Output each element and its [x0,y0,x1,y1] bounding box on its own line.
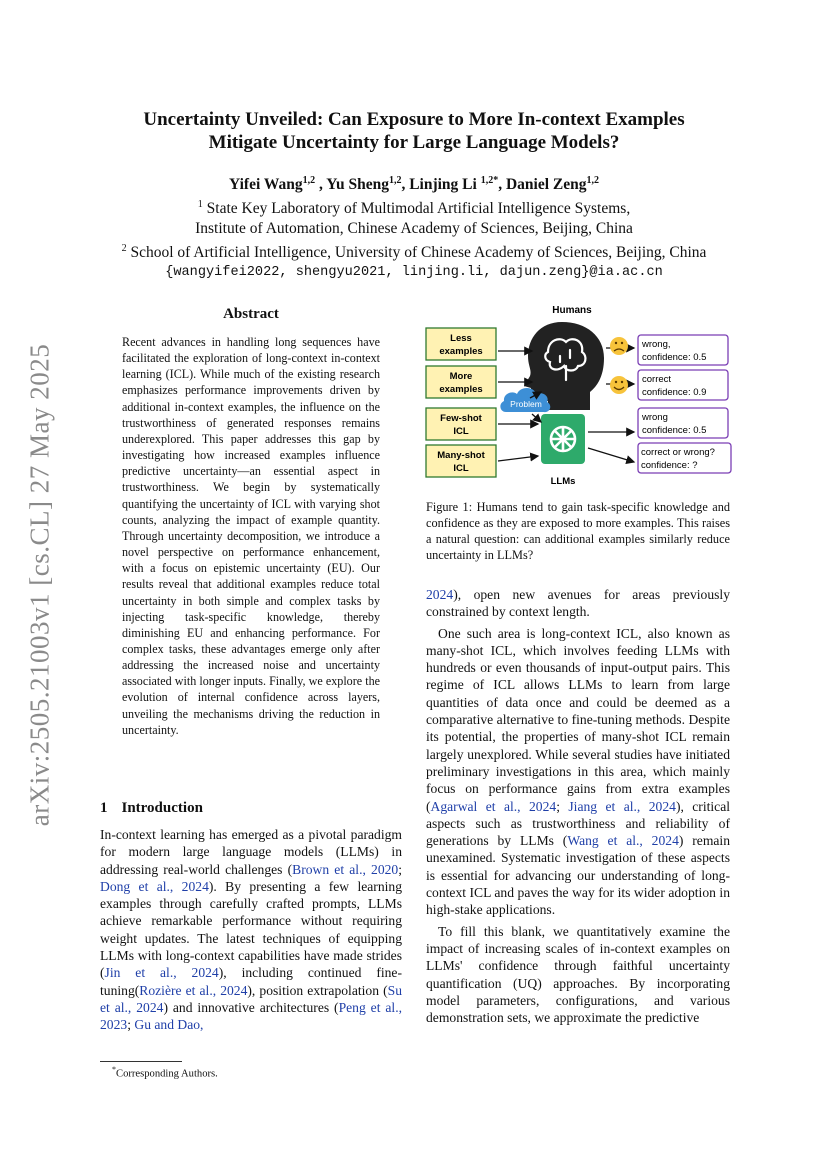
paragraph: To fill this blank, we quantitatively examine the impact of increasing scales of in-context examples on LLMs' confidence through faithful uncertainty quantification (UQ) approaches. By incorporating model parameters, configurations, and various demonstration sets, we approximate the predictive [426,923,730,1026]
output-box [638,443,731,473]
author-names [90,171,738,195]
intro-paragraph [100,826,402,1034]
citation-link[interactable]: 2024 [426,587,454,602]
intro-text-2: ). By presenting a few learning examples through carefully crafted prompts, LLMs achieve remarkable performance without requiring weight updates. The latest techniques of equipping LLMs with long-context capabilities have made strides ( [100,878,402,981]
input-box [426,328,496,360]
paper-title [90,108,738,154]
citation-link[interactable]: Jin et al., 2024 [104,965,219,981]
section-heading-introduction [100,800,203,817]
intro-text-4: ), position extrapolation ( [247,982,388,998]
citation-separator: ; [398,861,402,877]
input-label-line-1: Few-shot [440,413,482,424]
output-label-line-1: wrong, [642,339,671,350]
output-label-line-1: wrong [642,412,668,423]
sad-face-icon [610,337,628,355]
affil-2-line: School of Artificial Intelligence, University of Chinese Academy of Sciences, Beijing, China [126,244,707,262]
paragraph-text: ) remain unexamined. Systematic investigation of these aspects is essential for advancing our understanding of long-context ICL and paves the way for its wider adoption in high-stake applications. [426,833,730,918]
intro-text-3: ), including continued fine-tuning( [100,965,402,998]
input-label-line-1: Many-shot [437,450,485,461]
input-box [426,366,496,398]
paragraph [426,586,730,621]
author-3: , Linjing Li [401,176,481,194]
citation-link[interactable]: Su et al., 2024 [100,982,402,1015]
citation-separator: ; [556,798,569,814]
input-label-line-2: ICL [453,426,469,437]
footnote-rule [100,1061,182,1062]
input-label-line-1: Less [450,333,472,344]
title-line-1: Uncertainty Unveiled: Can Exposure to More In-context Examples [143,109,685,130]
affil-1-mark: 1 [197,199,203,211]
llm-icon [541,414,585,464]
input-box [426,408,496,440]
author-4-affil: 1,2 [586,175,599,186]
arxiv-id: arXiv:2505.21003v1 [cs.CL] 27 May 2025 [24,343,55,827]
author-block [90,171,738,283]
citation-link[interactable]: Jiang et al., 2024 [568,798,676,814]
input-box [426,445,496,477]
author-4: , Daniel Zeng [498,176,587,194]
output-box [638,408,728,438]
affiliation-1-cont: Institute of Automation, Chinese Academy of Sciences, Beijing, China [195,220,633,238]
citation-link[interactable]: Gu and Dao, [134,1017,204,1033]
footnote-mark: * [112,1065,116,1074]
section-title: Introduction [121,800,203,816]
output-label-line-2: confidence: 0.9 [642,387,707,398]
intro-text-1: In-context learning has emerged as a pivotal paradigm for modern large language models (LLMs) in addressing real-world challenges ( [100,827,402,877]
author-3-affil: 1,2* [480,175,499,186]
input-label-line-1: More [449,371,473,382]
citation-link[interactable]: Wang et al., 2024 [567,833,679,849]
abstract-heading: Abstract [223,306,279,322]
output-label-line-1: correct [642,374,672,385]
output-box [638,335,728,365]
author-2-affil: 1,2 [388,175,402,186]
problem-label: Problem [510,399,542,409]
title-line-2: Mitigate Uncertainty for Large Language Models? [208,132,620,153]
paragraph-text: One such area is long-context ICL, also known as many-shot ICL, which involves feeding LLMs with hundreds or even thousands of input-output pairs. This regime of ICL allows LLMs to learn from large quantities of data once and could be deemed as a comparative alternative to fine-tuning methods. Despite its potential, the properties of many-shot ICL remain largely unexplored. While several studies have initiated preliminary investigations in this area, which mainly focus on performance gains from extra examples ( [426,625,730,814]
citation-link[interactable]: Agarwal et al., 2024 [430,798,557,814]
right-column-text [426,586,730,1026]
intro-text-5: ) and innovative architectures ( [163,999,339,1015]
happy-face-icon [610,376,628,394]
abstract-text: Recent advances in handling long sequences have facilitated the exploration of long-context in-context learning (ICL). While much of the existing research emphasizes performance improvements driven by additional in-context examples, the influence on the trustworthiness of generated responses remains underexplored. This paper addresses this gap by investigating how increased examples influence predictive uncertainty—an essential aspect in trustworthiness. We begin by systematically quantifying the uncertainty of ICL with varying shot counts, analyzing the impact of example quantity. Through uncertainty decomposition, we introduce a novel perspective on performance enhancement, with a focus on epistemic uncertainty (EU). Our results reveal that additional examples reduce total uncertainty in both simple and complex tasks by injecting task-specific knowledge, thereby diminishing EU and enhancing performance. For complex tasks, these advantages emerge only after addressing the increased noise and uncertainty associated with longer inputs. Finally, we explore the evolution of internal confidence across layers, unveiling the mechanisms driving the reduction in uncertainty. [122,335,380,737]
figure-1-caption: Figure 1: Humans tend to gain task-specific knowledge and confidence as they are exposed to more examples. This raises a natural question: can additional examples similarly reduce uncertainty in LLMs? [426,500,730,562]
footnote-text: Corresponding Authors. [116,1068,218,1080]
llms-label: LLMs [550,476,576,487]
paragraph-text: ), critical aspects such as trustworthiness and reliability of generations by LLMs ( [426,798,731,849]
affil-1-line-1: State Key Laboratory of Multimodal Artificial Intelligence Systems, [202,200,631,218]
figure-1-diagram [420,300,735,490]
output-label-line-2: confidence: 0.5 [642,425,707,436]
input-label-line-2: examples [439,384,483,395]
footnote [112,1065,218,1080]
input-label-line-2: examples [439,346,483,357]
author-2: , Yu Sheng [315,176,389,194]
citation-link[interactable]: Brown et al., 2020 [292,861,399,877]
affiliation-2 [90,239,738,263]
humans-label: Humans [552,305,592,316]
output-label-line-1: correct or wrong? [641,447,715,458]
author-1-affil: 1,2 [302,175,316,186]
affil-2-mark: 2 [121,243,127,255]
section-number: 1 [100,800,108,816]
citation-link[interactable]: Peng et al., 2023 [100,999,403,1033]
affiliation-1 [90,195,738,219]
paragraph-text: ), open new avenues for areas previously constrained by context length. [426,587,730,620]
citation-link[interactable]: Dong et al., 2024 [100,878,209,894]
output-label-line-2: confidence: ? [641,460,698,471]
output-label-line-2: confidence: 0.5 [642,352,707,363]
paragraph [426,625,730,919]
author-1: Yifei Wang [229,176,303,194]
input-label-line-2: ICL [453,463,469,474]
citation-separator: ; [127,1017,135,1033]
output-box [638,370,728,400]
citation-link[interactable]: Rozière et al., 2024 [139,982,248,998]
author-emails: {wangyifei2022, shengyu2021, linjing.li, dajun.zeng}@ia.ac.cn [165,265,663,281]
arxiv-margin-stamp [22,340,58,830]
